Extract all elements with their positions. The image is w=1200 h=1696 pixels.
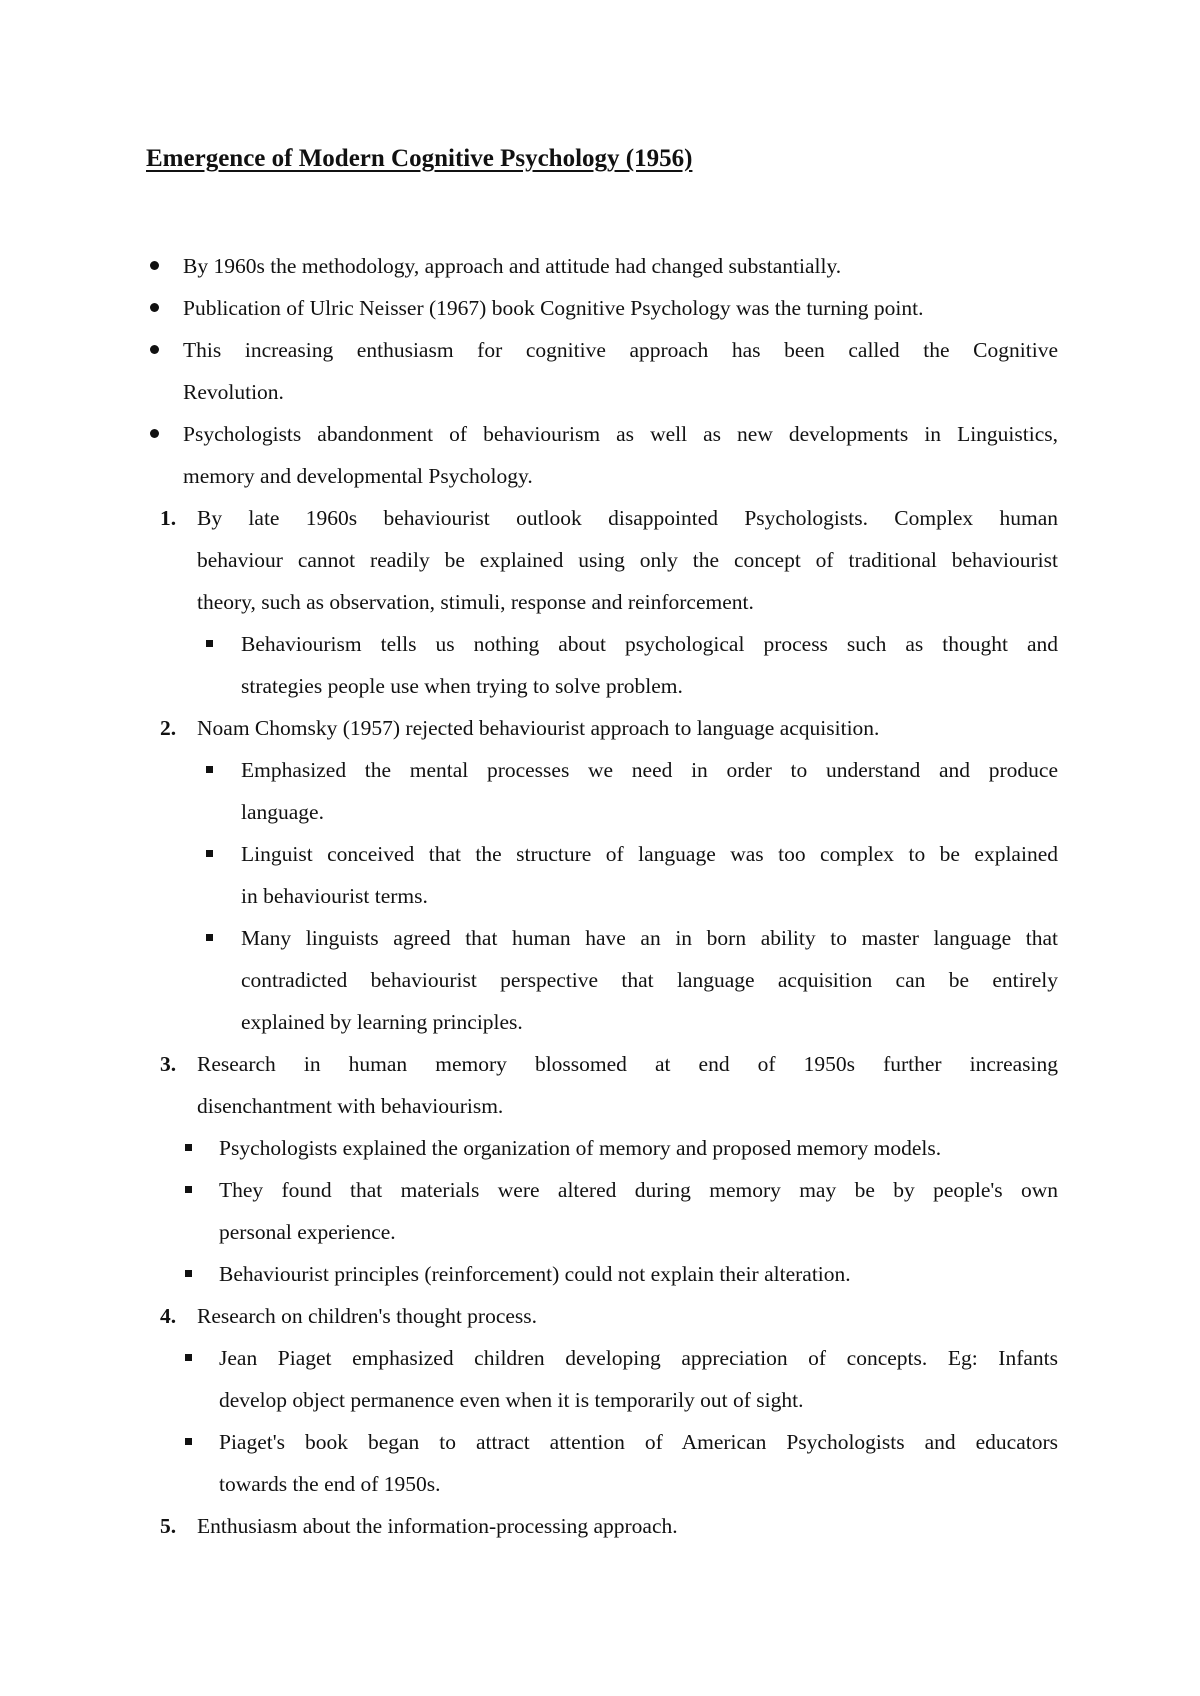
- bullet-dot-icon: [150, 303, 159, 312]
- square-bullet-icon: [206, 766, 213, 773]
- numbered-item: 1. By late 1960s behaviourist outlook disappointed Psychologists. Complex human: [0, 497, 1200, 539]
- square-bullet-icon: [185, 1144, 192, 1151]
- sub-item-continuation: towards the end of 1950s.: [219, 1472, 441, 1496]
- sub-item: They found that materials were altered during memory may be by people's own: [0, 1169, 1200, 1211]
- bullet-dot-icon: [150, 429, 159, 438]
- sub-item: Linguist conceived that the structure of language was too complex to be explained: [0, 833, 1200, 875]
- document-body: [0, 245, 1200, 1547]
- sub-item-continuation: explained by learning principles.: [241, 1010, 523, 1034]
- sub-item-continuation: personal experience.: [219, 1220, 396, 1244]
- document-title: Emergence of Modern Cognitive Psychology (1956): [146, 145, 693, 172]
- square-bullet-icon: [185, 1270, 192, 1277]
- numbered-item-continuation: disenchantment with behaviourism.: [197, 1094, 504, 1118]
- sub-item: Piaget's book began to attract attention of American Psychologists and educators: [0, 1421, 1200, 1463]
- sub-item-continuation: strategies people use when trying to solve problem.: [241, 674, 683, 698]
- square-bullet-icon: [185, 1186, 192, 1193]
- list-item: By 1960s the methodology, approach and attitude had changed substantially.: [0, 245, 1200, 287]
- item-number: 2.: [160, 716, 177, 740]
- numbered-item-continuation: theory, such as observation, stimuli, response and reinforcement.: [197, 590, 754, 614]
- numbered-item-continuation: behaviour cannot readily be explained using only the concept of traditional behaviourist: [197, 548, 1058, 572]
- sub-item-continuation: contradicted behaviourist perspective that language acquisition can be entirely: [241, 968, 1058, 992]
- sub-item-continuation: language.: [241, 800, 324, 824]
- list-item-continuation: Revolution.: [183, 380, 284, 404]
- square-bullet-icon: [185, 1438, 192, 1445]
- list-item: This increasing enthusiasm for cognitive approach has been called the Cognitive: [0, 329, 1200, 371]
- sub-item-continuation: develop object permanence even when it is temporarily out of sight.: [219, 1388, 804, 1412]
- numbered-item: 2. Noam Chomsky (1957) rejected behaviourist approach to language acquisition.: [0, 707, 1200, 749]
- square-bullet-icon: [206, 850, 213, 857]
- item-number: 4.: [160, 1304, 177, 1328]
- numbered-item: 3. Research in human memory blossomed at end of 1950s further increasing: [0, 1043, 1200, 1085]
- item-number: 3.: [160, 1052, 177, 1076]
- bullet-dot-icon: [150, 261, 159, 270]
- item-number: 1.: [160, 506, 177, 530]
- square-bullet-icon: [185, 1354, 192, 1361]
- square-bullet-icon: [206, 934, 213, 941]
- sub-item-continuation: in behaviourist terms.: [241, 884, 428, 908]
- list-item: Psychologists abandonment of behaviourism as well as new developments in Linguistics,: [0, 413, 1200, 455]
- numbered-item: 5. Enthusiasm about the information-processing approach.: [0, 1505, 1200, 1547]
- list-item-continuation: memory and developmental Psychology.: [183, 464, 533, 488]
- sub-item: Jean Piaget emphasized children developing appreciation of concepts. Eg: Infants: [0, 1337, 1200, 1379]
- bullet-dot-icon: [150, 345, 159, 354]
- square-bullet-icon: [206, 640, 213, 647]
- sub-item: Psychologists explained the organization of memory and proposed memory models.: [0, 1127, 1200, 1169]
- sub-item: Behaviourist principles (reinforcement) could not explain their alteration.: [0, 1253, 1200, 1295]
- sub-item: Many linguists agreed that human have an in born ability to master language that: [0, 917, 1200, 959]
- numbered-item: 4. Research on children's thought process.: [0, 1295, 1200, 1337]
- item-number: 5.: [160, 1514, 177, 1538]
- sub-item: Emphasized the mental processes we need in order to understand and produce: [0, 749, 1200, 791]
- sub-item: Behaviourism tells us nothing about psychological process such as thought and: [0, 623, 1200, 665]
- list-item: Publication of Ulric Neisser (1967) book Cognitive Psychology was the turning point.: [0, 287, 1200, 329]
